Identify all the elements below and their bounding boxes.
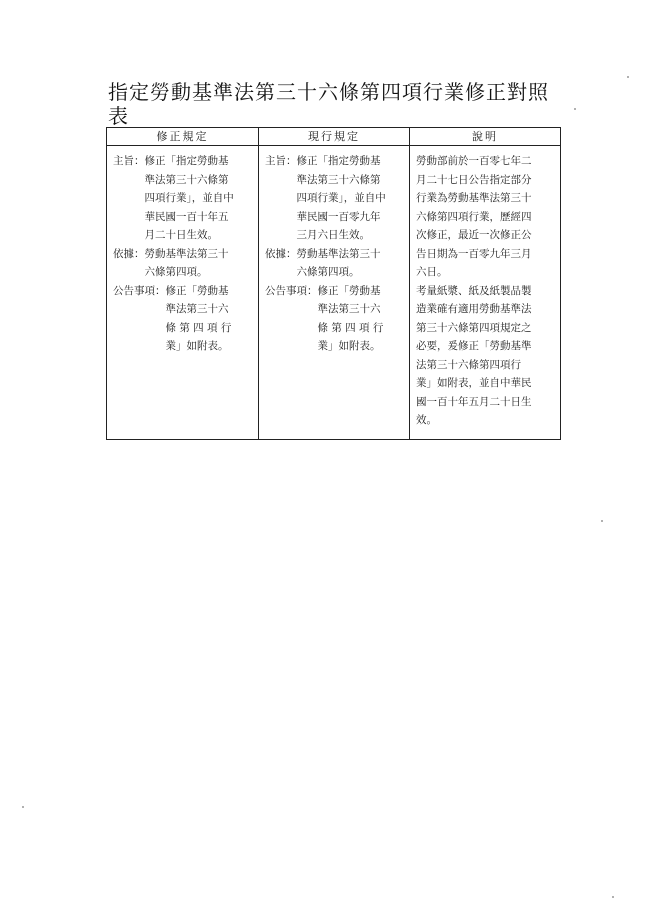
scan-speck — [22, 806, 24, 808]
document-title: 指定勞動基準法第三十六條第四項行業修正對照表 — [108, 80, 549, 128]
current-basis-key: 依據： — [265, 247, 297, 260]
amended-announcement-key: 公告事項： — [113, 284, 166, 297]
current-announcement-text: 修正「勞動基 準法第三十六 條 第 四 項 行 業」如附表。 — [317, 284, 384, 352]
amended-subject — [113, 152, 254, 245]
current-basis — [265, 245, 405, 282]
amended-basis-text: 勞動基準法第三十 六條第四項。 — [144, 247, 229, 278]
current-basis-text: 勞動基準法第三十 六條第四項。 — [296, 247, 381, 278]
amended-announcement — [113, 282, 254, 356]
header-current: 現行規定 — [259, 128, 410, 146]
table-header-row — [107, 128, 561, 146]
current-announcement — [265, 282, 405, 356]
amended-cell — [107, 146, 259, 440]
scan-speck — [612, 896, 614, 898]
amended-basis — [113, 245, 254, 282]
current-subject — [265, 152, 405, 245]
current-subject-text: 修正「指定勞動基 準法第三十六條第 四項行業」，並自中 華民國一百零九年 三月六日生效。 — [296, 155, 386, 241]
table-row — [107, 146, 561, 440]
current-cell — [259, 146, 410, 440]
comparison-table — [106, 127, 561, 440]
amended-basis-key: 依據： — [113, 247, 145, 260]
header-explanation: 說明 — [410, 128, 561, 146]
scan-speck — [627, 76, 629, 78]
header-amended: 修正規定 — [107, 128, 259, 146]
explanation-paragraph-2: 考量紙漿、紙及紙製品製 造業確有適用勞動基準法 第三十六條第四項規定之 必要，爰修正「勞動基準 法第三十六條第四項行 業」如附表，並自中華民 國一百十年五月二十日生 效。 — [416, 284, 532, 426]
current-announcement-key: 公告事項： — [265, 284, 318, 297]
amended-subject-key: 主旨： — [113, 155, 145, 167]
amended-announcement-text: 修正「勞動基 準法第三十六 條 第 四 項 行 業」如附表。 — [165, 284, 232, 352]
scan-speck — [574, 108, 576, 110]
current-subject-key: 主旨： — [265, 155, 297, 167]
explanation-cell — [410, 146, 561, 440]
amended-subject-text: 修正「指定勞動基 準法第三十六條第 四項行業」，並自中 華民國一百十年五 月二十日生效。 — [144, 155, 234, 241]
scan-speck — [601, 520, 603, 522]
explanation-paragraph-1: 勞動部前於一百零七年二 月二十七日公告指定部分 行業為勞動基準法第三十 六條第四項行業，歷經四 次修正，最近一次修正公 告日期為一百零九年三月 六日。 — [416, 155, 532, 278]
